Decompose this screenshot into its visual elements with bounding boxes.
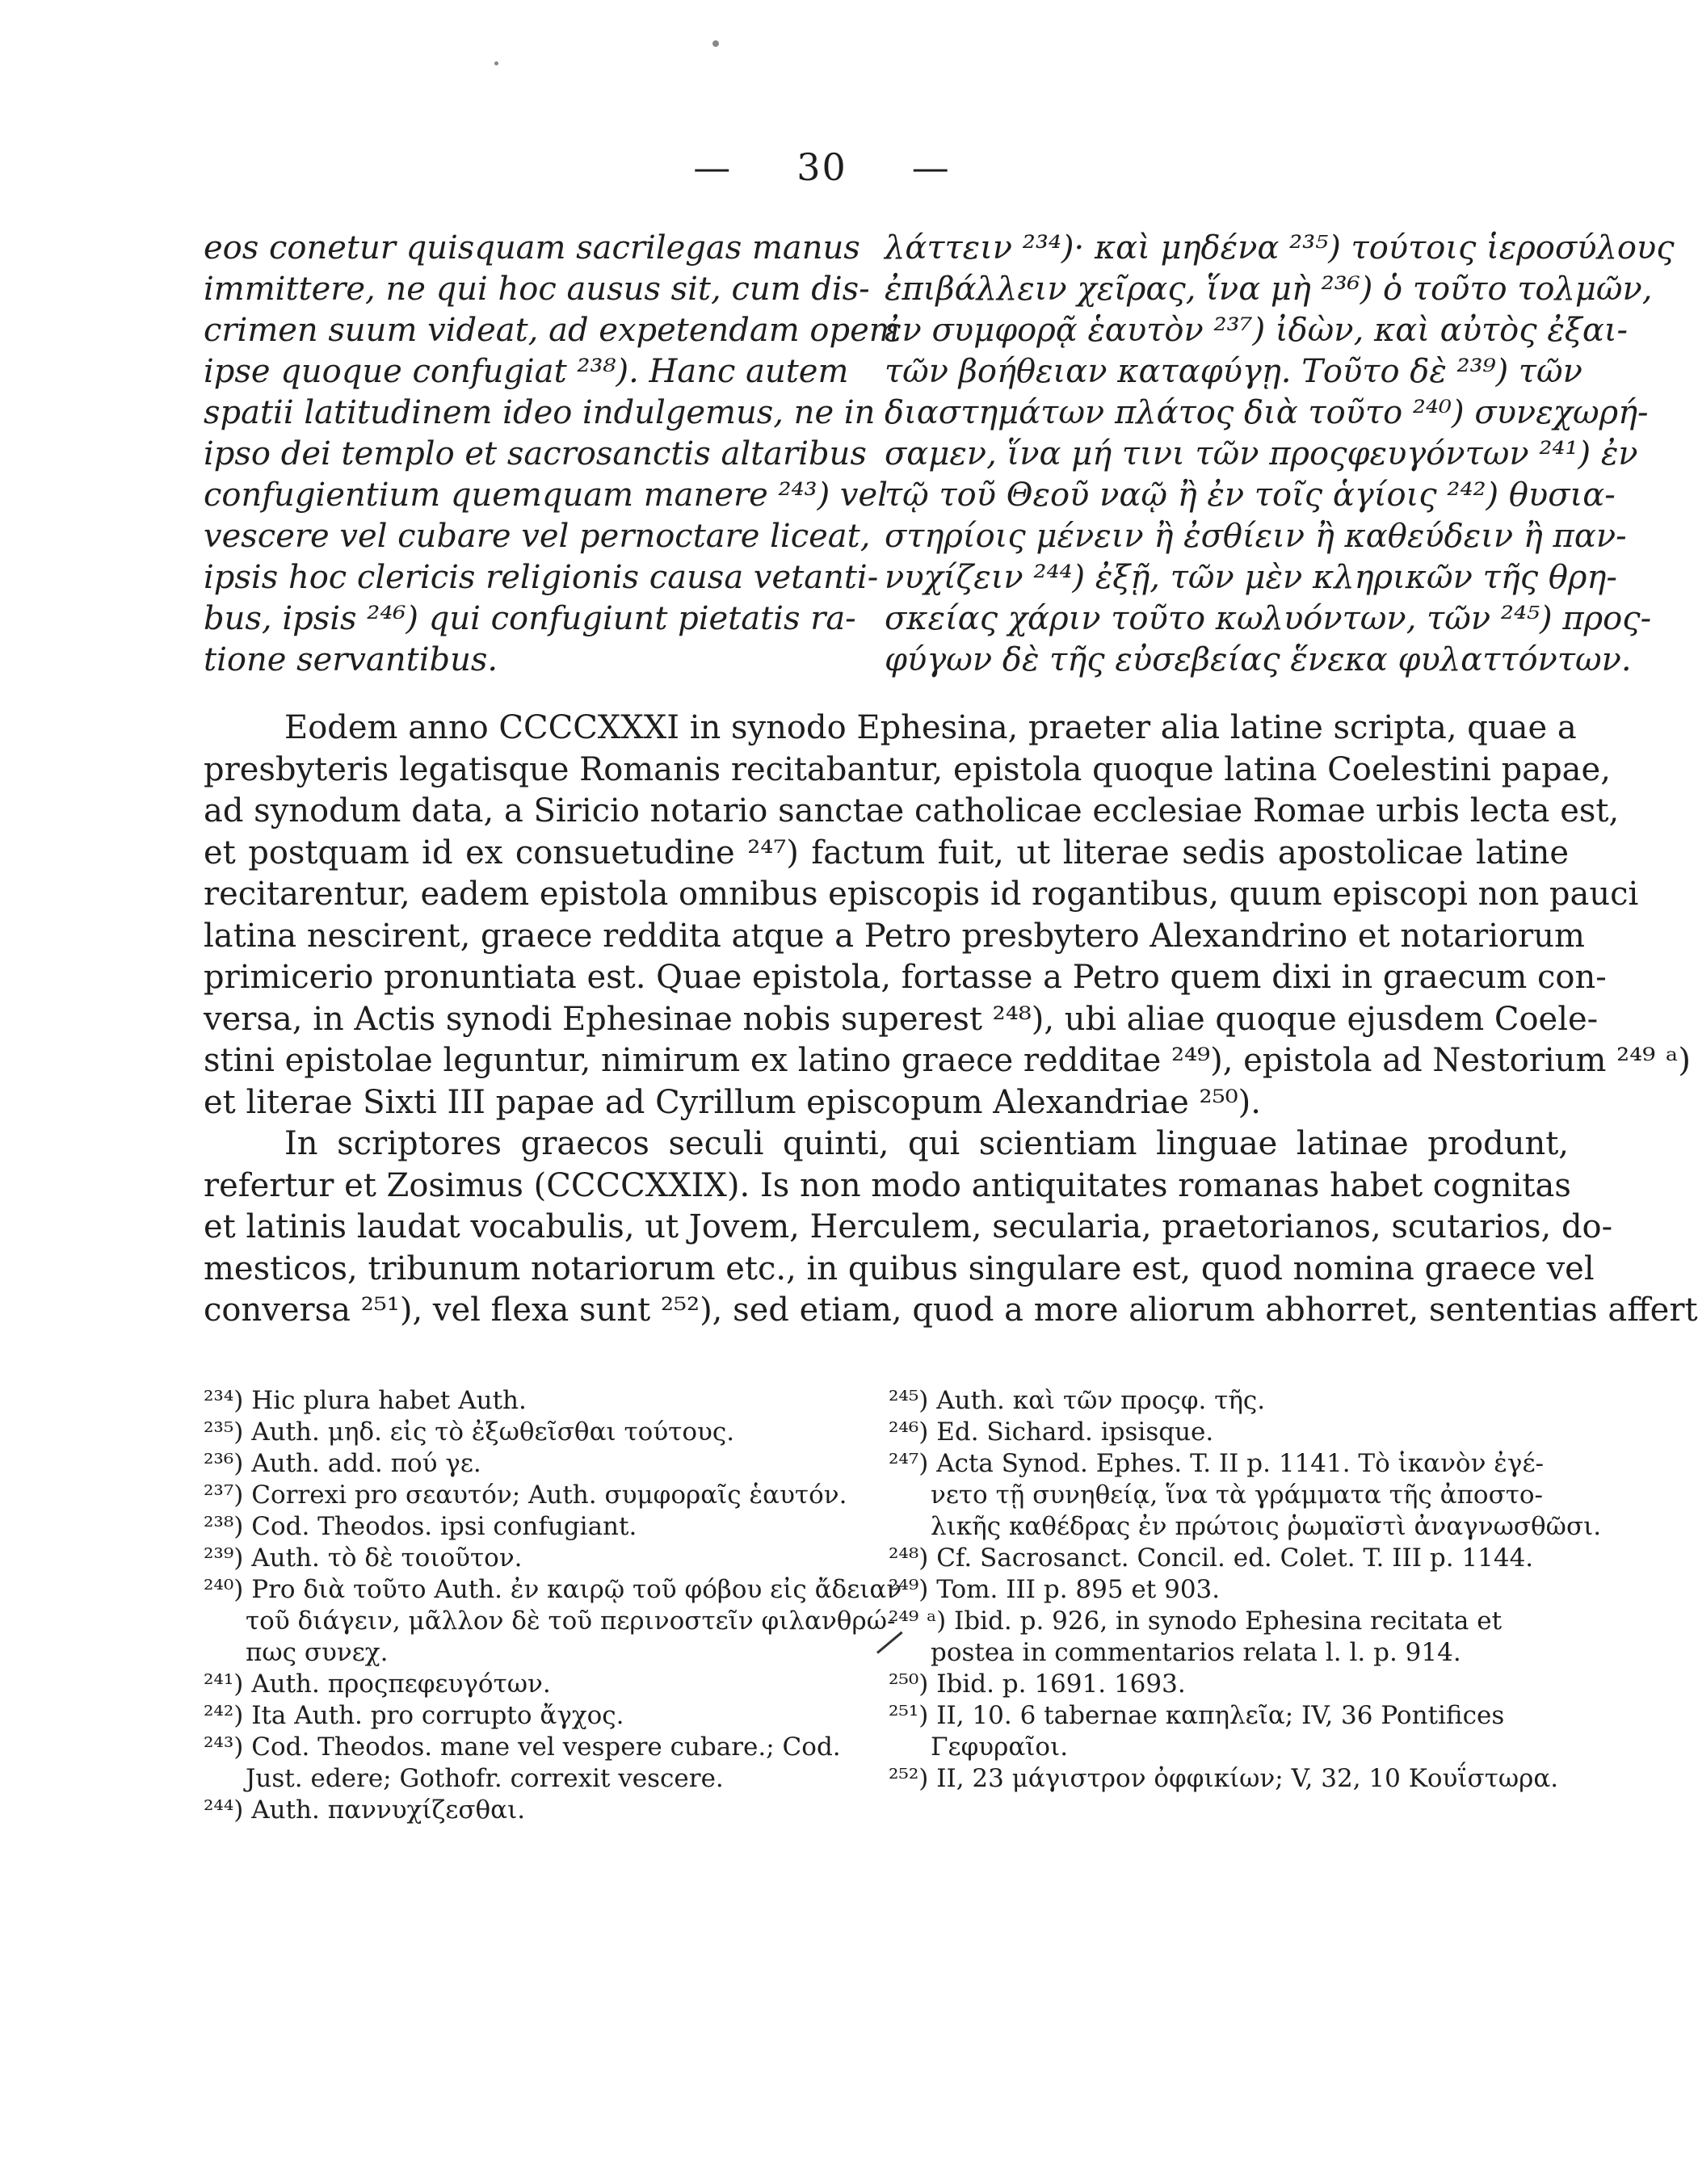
footnote: ²⁴⁷) Acta Synod. Ephes. T. II p. 1141. Τὸ ἱκανὸν ἐγέ- — [889, 1449, 1544, 1478]
latin-line: spatii latitudinem ideo indulgemus, ne in — [204, 394, 876, 431]
latin-line: confugientium quemquam manere ²⁴³) vel — [204, 477, 888, 514]
latin-line: ipsis hoc clericis religionis causa vetanti- — [204, 559, 879, 596]
footnotes-right-column — [889, 1385, 1602, 1795]
body-line: et postquam id ex consuetudine ²⁴⁷) factum fuit, ut literae sedis apostolicae latine — [204, 834, 1569, 872]
page-number: 30 — [796, 145, 847, 189]
footnote: ²⁴⁶) Ed. Sichard. ipsisque. — [889, 1418, 1214, 1447]
footnotes-left-column — [204, 1385, 902, 1826]
footnote: ²⁴⁸) Cf. Sacrosanct. Concil. ed. Colet. T. III p. 1144. — [889, 1544, 1534, 1573]
footnote: ²⁴⁹) Tom. III p. 895 et 903. — [889, 1575, 1221, 1604]
dash-right: — — [911, 145, 951, 189]
body-line: et latinis laudat vocabulis, ut Jovem, Herculem, secularia, praetorianos, scutarios, do- — [204, 1208, 1613, 1245]
greek-line: σαμεν, ἵνα μή τινι τῶν προςφευγόντων ²⁴¹) ἐν — [885, 435, 1638, 472]
ink-speck — [712, 40, 719, 47]
page-number-header — [0, 145, 1644, 189]
footnote-continuation: τοῦ διάγειν, μᾶλλον δὲ τοῦ περινοστεῖν φιλανθρώ- — [246, 1606, 896, 1636]
dash-left: — — [693, 145, 733, 189]
body-line: Eodem anno CCCCXXXI in synodo Ephesina, praeter alia latine scripta, quae a — [284, 709, 1577, 746]
body-line: mesticos, tribunum notariorum etc., in quibus singulare est, quod nomina graece vel — [204, 1250, 1595, 1287]
body-line: presbyteris legatisque Romanis recitabantur, epistola quoque latina Coelestini papae, — [204, 750, 1611, 788]
latin-line: tione servantibus. — [204, 641, 498, 678]
greek-line: διαστημάτων πλάτος διὰ τοῦτο ²⁴⁰) συνεχωρή- — [885, 394, 1649, 431]
footnote: ²⁴⁵) Auth. καὶ τῶν προςφ. τῆς. — [889, 1386, 1266, 1415]
latin-line: bus, ipsis ²⁴⁶) qui confugiunt pietatis ra- — [204, 600, 856, 637]
greek-line: σκείας χάριν τοῦτο κωλυόντων, τῶν ²⁴⁵) προς- — [885, 600, 1652, 637]
footnote: ²⁴⁰) Pro διὰ τοῦτο Auth. ἐν καιρῷ τοῦ φόβου εἰς ἄδειαν — [204, 1575, 902, 1604]
greek-line: τῶν βοήθειαν καταφύγῃ. Τοῦτο δὲ ²³⁹) τῶν — [885, 353, 1582, 390]
greek-line: λάττειν ²³⁴)· καὶ μηδένα ²³⁵) τούτοις ἱεροσύλους — [885, 229, 1675, 267]
footnote: ²³⁷) Correxi pro σεαυτόν; Auth. συμφοραῖς ἑαυτόν. — [204, 1480, 847, 1510]
latin-line: ipso dei templo et sacrosanctis altaribus — [204, 435, 867, 472]
footnote-continuation: Γεφυραῖοι. — [931, 1732, 1069, 1762]
latin-line: eos conetur quisquam sacrilegas manus — [204, 229, 860, 267]
greek-line: ἐπιβάλλειν χεῖρας, ἵνα μὴ ²³⁶) ὁ τοῦτο τολμῶν, — [885, 271, 1653, 308]
footnote: ²³⁴) Hic plura habet Auth. — [204, 1386, 527, 1415]
footnote: ²⁵⁰) Ibid. p. 1691. 1693. — [889, 1670, 1186, 1699]
footnote-continuation: λικῆς καθέδρας ἐν πρώτοις ῥωμαϊστὶ ἀναγνωσθῶσι. — [931, 1512, 1602, 1541]
latin-column — [204, 228, 900, 681]
footnote: ²³⁸) Cod. Theodos. ipsi confugiant. — [204, 1512, 637, 1541]
greek-line: στηρίοις μένειν ἢ ἐσθίειν ἢ καθεύδειν ἢ παν- — [885, 518, 1627, 555]
footnote: ²³⁵) Auth. μηδ. εἰς τὸ ἐξωθεῖσθαι τούτους. — [204, 1418, 735, 1447]
latin-line: immittere, ne qui hoc ausus sit, cum dis- — [204, 271, 870, 308]
footnote-continuation: postea in commentarios relata l. l. p. 914. — [931, 1638, 1461, 1667]
body-line: et literae Sixti III papae ad Cyrillum episcopum Alexandriae ²⁵⁰). — [204, 1083, 1261, 1121]
body-line: recitarentur, eadem epistola omnibus episcopis id rogantibus, quum episcopi non pauci — [204, 876, 1639, 913]
body-line: conversa ²⁵¹), vel flexa sunt ²⁵²), sed etiam, quod a more aliorum abhorret, sententias affert — [204, 1292, 1698, 1329]
main-body-text — [204, 708, 1698, 1332]
body-line: latina nescirent, graece reddita atque a Petro presbytero Alexandrino et notariorum — [204, 917, 1585, 955]
footnote: ²⁴⁴) Auth. παννυχίζεσθαι. — [204, 1796, 526, 1825]
greek-line: τῷ τοῦ Θεοῦ ναῷ ἢ ἐν τοῖς ἁγίοις ²⁴²) θυσια- — [885, 477, 1616, 514]
greek-column — [885, 228, 1675, 681]
footnote: ²⁵¹) II, 10. 6 tabernae καπηλεῖα; IV, 36 Pontifices — [889, 1701, 1505, 1730]
latin-line: crimen suum videat, ad expetendam opem — [204, 312, 900, 349]
footnote: ²⁴²) Ita Auth. pro corrupto ἄγχος. — [204, 1701, 624, 1730]
body-line: versa, in Actis synodi Ephesinae nobis superest ²⁴⁸), ubi aliae quoque ejusdem Coele- — [204, 1000, 1599, 1038]
body-line: ad synodum data, a Siricio notario sanctae catholicae ecclesiae Romae urbis lecta est, — [204, 792, 1620, 830]
footnote: ²⁴⁹ ᵃ) Ibid. p. 926, in synodo Ephesina recitata et — [889, 1606, 1503, 1636]
footnote-continuation: Just. edere; Gothofr. correxit vescere. — [246, 1764, 724, 1793]
ink-speck — [494, 61, 498, 65]
footnote: ²⁴¹) Auth. προςπεφευγότων. — [204, 1670, 551, 1699]
body-line: refertur et Zosimus (CCCCXXIX). Is non modo antiquitates romanas habet cognitas — [204, 1166, 1571, 1204]
body-line: stini epistolae leguntur, nimirum ex latino graece redditae ²⁴⁹), epistola ad Nestorium ²⁴⁹ ᵃ) — [204, 1042, 1691, 1079]
greek-line: ἐν συμφορᾷ ἑαυτὸν ²³⁷) ἰδὼν, καὶ αὐτὸς ἐξαι- — [885, 312, 1629, 349]
body-line: primicerio pronuntiata est. Quae epistola, fortasse a Petro quem dixi in graecum con- — [204, 959, 1607, 996]
latin-line: vescere vel cubare vel pernoctare liceat, — [204, 518, 871, 555]
latin-line: ipse quoque confugiat ²³⁸). Hanc autem — [204, 353, 849, 390]
footnote: ²⁴³) Cod. Theodos. mane vel vespere cubare.; Cod. — [204, 1732, 841, 1762]
greek-line: νυχίζειν ²⁴⁴) ἐξῇ, τῶν μὲν κληρικῶν τῆς θρη- — [885, 559, 1617, 596]
footnote-continuation: πως συνεχ. — [246, 1638, 389, 1667]
footnote: ²⁵²) II, 23 μάγιστρον ὀφφικίων; V, 32, 10 Κουΐστωρα. — [889, 1764, 1559, 1793]
footnote: ²³⁹) Auth. τὸ δὲ τοιοῦτον. — [204, 1544, 523, 1573]
footnote: ²³⁶) Auth. add. πού γε. — [204, 1449, 481, 1478]
footnote-continuation: νετο τῇ συνηθείᾳ, ἵνα τὰ γράμματα τῆς ἀποστο- — [931, 1480, 1544, 1510]
greek-line: φύγων δὲ τῆς εὐσεβείας ἕνεκα φυλαττόντων. — [885, 641, 1632, 678]
body-line: In scriptores graecos seculi quinti, qui scientiam linguae latinae produnt, — [284, 1125, 1569, 1162]
